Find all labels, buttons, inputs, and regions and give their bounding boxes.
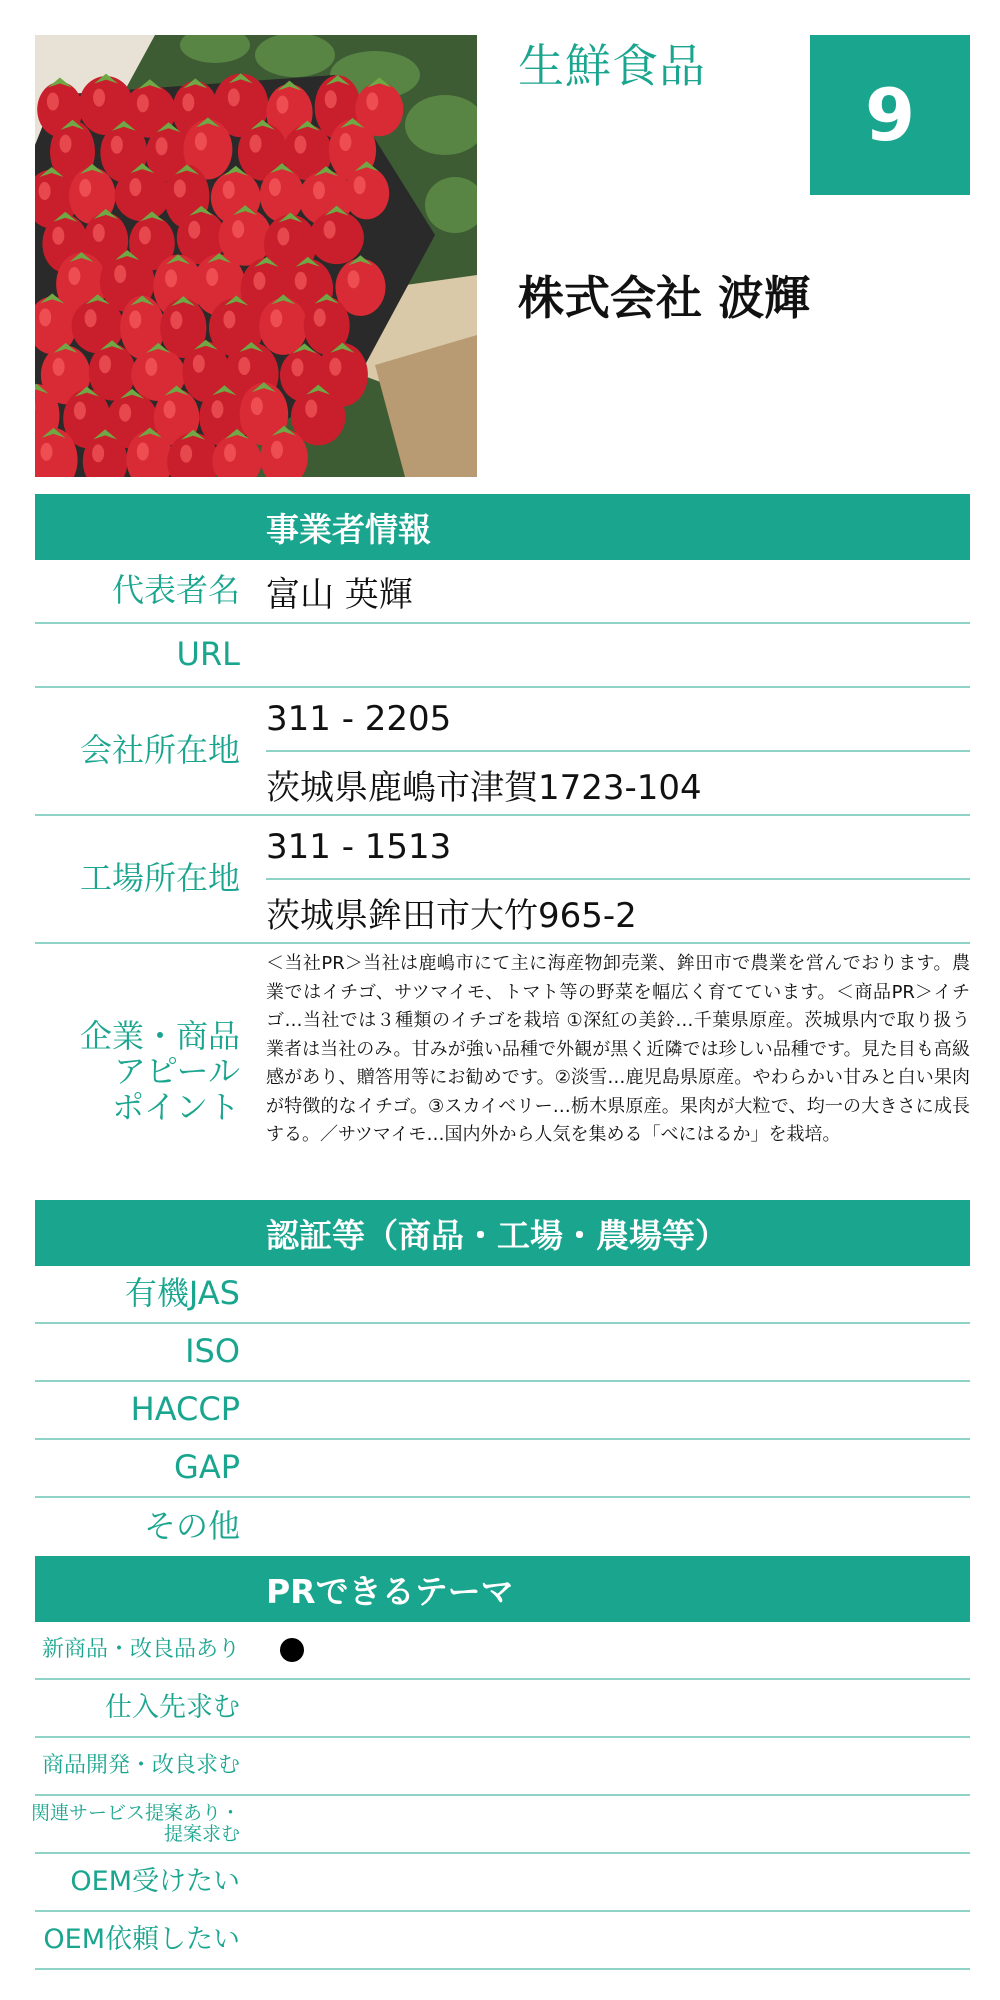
pr-row-related-service	[30, 1796, 970, 1854]
cert-row-organic-jas	[35, 1266, 970, 1324]
url-value[interactable]	[266, 624, 970, 686]
cert-label: その他	[143, 1507, 240, 1546]
pr-label: OEM依頼したい	[43, 1924, 240, 1956]
url-row	[35, 624, 970, 688]
pr-label: 商品開発・改良求む	[41, 1752, 240, 1778]
pr-label: 新商品・改良品あり	[41, 1636, 240, 1662]
pr-row-supplier	[35, 1680, 970, 1738]
office-address-label: 会社所在地	[79, 731, 240, 770]
cert-row-iso	[35, 1324, 970, 1382]
pr-themes-heading: PRできるテーマ	[35, 1556, 970, 1622]
business-info-heading: 事業者情報	[35, 494, 970, 560]
pr-row-oem-request	[35, 1912, 970, 1970]
office-postal-line	[266, 688, 970, 752]
factory-address-row	[35, 816, 970, 944]
cert-label: ISO	[185, 1332, 240, 1371]
cert-value	[266, 1440, 970, 1496]
appeal-label-line3: ポイント	[111, 1087, 240, 1126]
certifications-heading: 認証等（商品・工場・農場等）	[35, 1200, 970, 1266]
representative-row	[35, 560, 970, 624]
pr-check	[266, 1622, 970, 1678]
pr-row-oem-receive	[35, 1854, 970, 1912]
strawberries-photo	[35, 35, 477, 477]
pr-label: 仕入先求む	[105, 1692, 240, 1724]
office-postal-code: 311 - 2205	[266, 699, 452, 739]
factory-address: 茨城県鉾田市大竹965-2	[266, 895, 637, 936]
category-label: 生鮮食品	[518, 39, 706, 93]
appeal-label-line1: 企業・商品	[79, 1017, 240, 1056]
cert-label: 有機JAS	[124, 1274, 240, 1313]
pr-label-line1: 関連サービス提案あり・	[30, 1802, 240, 1825]
checked-dot-icon	[280, 1638, 304, 1662]
strawberries-illustration	[35, 35, 477, 477]
cert-value	[266, 1324, 970, 1380]
cert-value	[266, 1382, 970, 1438]
cert-label: HACCP	[130, 1390, 240, 1429]
pr-label: OEM受けたい	[70, 1866, 240, 1898]
office-address: 茨城県鹿嶋市津賀1723-104	[266, 767, 702, 808]
pr-label-line2: 提案求む	[163, 1823, 240, 1845]
factory-address-label: 工場所在地	[79, 859, 240, 898]
pr-row-new-product	[35, 1622, 970, 1680]
factory-postal-line	[266, 816, 970, 880]
factory-postal-code: 311 - 1513	[266, 827, 452, 867]
appeal-label-line2: アピール	[113, 1052, 240, 1091]
entry-number-badge: 9	[810, 35, 970, 195]
cert-row-haccp	[35, 1382, 970, 1440]
company-name: 株式会社 波輝	[518, 271, 811, 325]
appeal-label	[35, 944, 240, 1200]
cert-row-gap	[35, 1440, 970, 1498]
appeal-text: ＜当社PR＞当社は鹿嶋市にて主に海産物卸売業、鉾田市で農業を営んでおります。農業ではイチゴ、サツマイモ、トマト等の野菜を幅広く育てています。＜商品PR＞イチゴ…当社では３種類のイチゴを栽培 ①深紅の美鈴…千葉県原産。茨城県内で取り扱う業者は当社のみ。甘みが強い品種で外観が黒く近隣では珍しい品種です。見た目も高級感があり、贈答用等にお勧めです。②淡雪…鹿児島県原産。やわらかい甘みと白い果肉が特徴的なイチゴ。③スカイベリー…栃木県原産。果肉が大粒で、均一の大きさに成長する。／サツマイモ…国内外から人気を集める「べにはるか」を栽培。	[266, 953, 970, 1145]
pr-row-product-dev	[35, 1738, 970, 1796]
cert-value	[266, 1266, 970, 1322]
representative-label: 代表者名	[111, 571, 240, 610]
cert-row-other	[35, 1498, 970, 1556]
cert-label: GAP	[174, 1448, 240, 1487]
representative-value: 富山 英輝	[266, 574, 413, 615]
pr-label	[30, 1796, 240, 1852]
url-label: URL	[176, 635, 240, 674]
cert-value	[266, 1498, 970, 1556]
appeal-row	[35, 944, 970, 1200]
office-address-row	[35, 688, 970, 816]
